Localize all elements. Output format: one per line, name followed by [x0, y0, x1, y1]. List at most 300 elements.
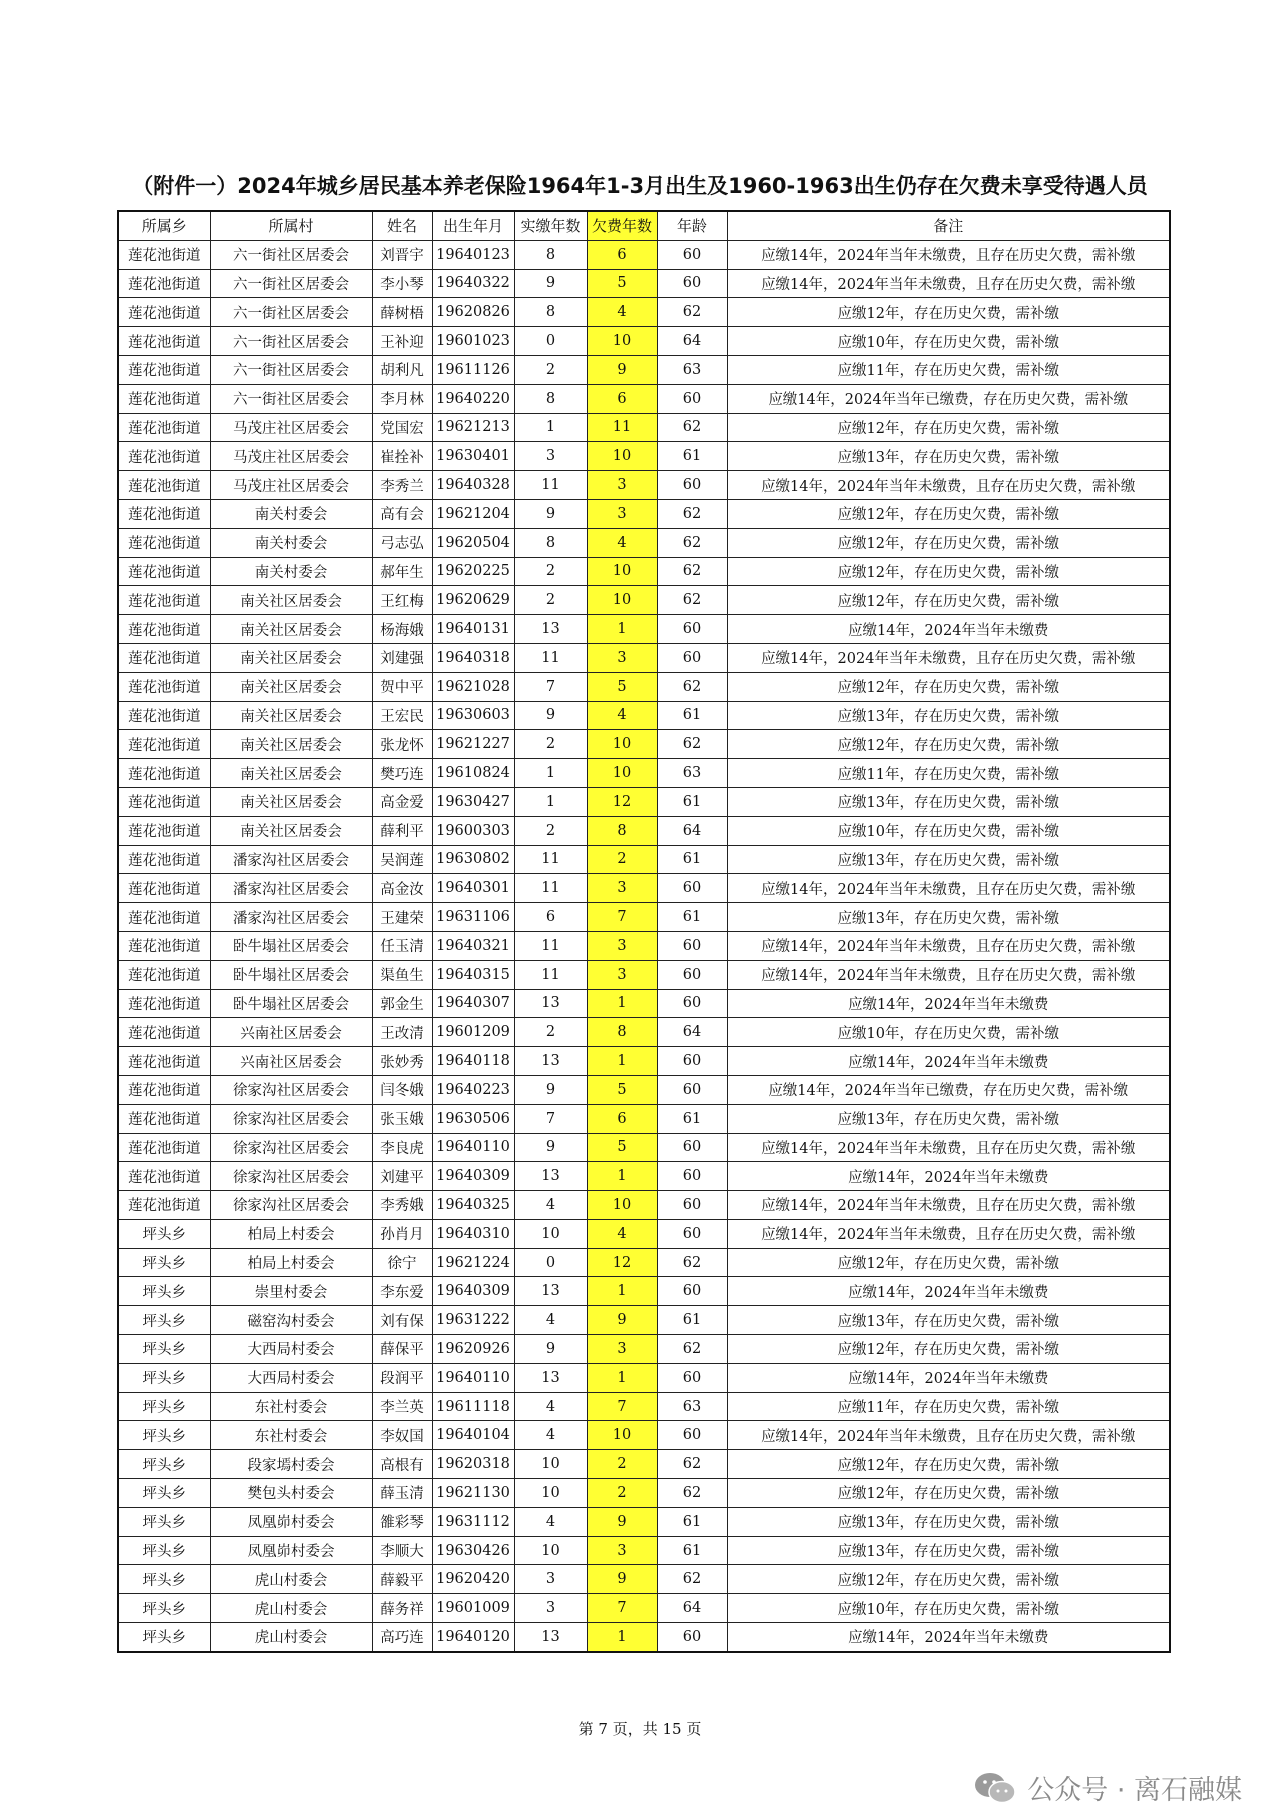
cell-village: 崇里村委会: [210, 1277, 372, 1306]
cell-paid-years: 2: [514, 730, 587, 759]
cell-name: 王改清: [372, 1018, 432, 1047]
cell-remarks: 应缴10年，存在历史欠费，需补缴: [727, 327, 1170, 356]
cell-village: 徐家沟社区居委会: [210, 1133, 372, 1162]
cell-remarks: 应缴14年，2024年当年未缴费，且存在历史欠费，需补缴: [727, 1191, 1170, 1220]
cell-paid-years: 2: [514, 355, 587, 384]
col-header-village: 所属村: [210, 211, 372, 240]
cell-age: 62: [657, 586, 727, 615]
cell-name: 王宏民: [372, 701, 432, 730]
cell-name: 李良虎: [372, 1133, 432, 1162]
cell-birth: 19640322: [432, 269, 514, 298]
cell-name: 吴润莲: [372, 845, 432, 874]
cell-remarks: 应缴14年，2024年当年未缴费: [727, 615, 1170, 644]
cell-paid-years: 4: [514, 1392, 587, 1421]
cell-birth: 19640321: [432, 931, 514, 960]
cell-birth: 19640131: [432, 615, 514, 644]
cell-name: 雒彩琴: [372, 1507, 432, 1536]
cell-birth: 19630506: [432, 1104, 514, 1133]
cell-arrears-years: 1: [587, 1277, 657, 1306]
watermark-text: 公众号 · 离石融媒: [1027, 1775, 1242, 1806]
cell-age: 62: [657, 1450, 727, 1479]
cell-name: 党国宏: [372, 413, 432, 442]
table-row: [118, 586, 1170, 615]
cell-township: 莲花池街道: [118, 787, 210, 816]
cell-birth: 19640318: [432, 643, 514, 672]
cell-township: 莲花池街道: [118, 989, 210, 1018]
cell-village: 段家墕村委会: [210, 1450, 372, 1479]
cell-township: 莲花池街道: [118, 1133, 210, 1162]
cell-township: 莲花池街道: [118, 874, 210, 903]
table-row: [118, 1623, 1170, 1652]
cell-birth: 19620629: [432, 586, 514, 615]
cell-birth: 19621213: [432, 413, 514, 442]
table-row: [118, 413, 1170, 442]
cell-village: 六一街社区居委会: [210, 327, 372, 356]
cell-name: 刘建平: [372, 1162, 432, 1191]
cell-paid-years: 13: [514, 989, 587, 1018]
cell-age: 62: [657, 499, 727, 528]
cell-name: 王红梅: [372, 586, 432, 615]
cell-name: 高金爱: [372, 787, 432, 816]
cell-arrears-years: 4: [587, 1219, 657, 1248]
cell-township: 坪头乡: [118, 1277, 210, 1306]
cell-name: 郝年生: [372, 557, 432, 586]
cell-remarks: 应缴12年，存在历史欠费，需补缴: [727, 730, 1170, 759]
cell-arrears-years: 1: [587, 989, 657, 1018]
cell-paid-years: 13: [514, 1162, 587, 1191]
table-row: [118, 787, 1170, 816]
cell-village: 兴南社区居委会: [210, 1047, 372, 1076]
cell-paid-years: 13: [514, 1623, 587, 1652]
cell-arrears-years: 10: [587, 327, 657, 356]
cell-birth: 19621130: [432, 1479, 514, 1508]
cell-age: 62: [657, 298, 727, 327]
cell-name: 李东爱: [372, 1277, 432, 1306]
cell-township: 坪头乡: [118, 1623, 210, 1652]
table-row: [118, 989, 1170, 1018]
cell-village: 卧牛塌社区居委会: [210, 931, 372, 960]
table-row: [118, 730, 1170, 759]
cell-name: 李兰英: [372, 1392, 432, 1421]
cell-arrears-years: 6: [587, 1104, 657, 1133]
table-row: [118, 1479, 1170, 1508]
cell-birth: 19640301: [432, 874, 514, 903]
cell-age: 62: [657, 413, 727, 442]
cell-arrears-years: 4: [587, 528, 657, 557]
cell-name: 闫冬娥: [372, 1075, 432, 1104]
cell-remarks: 应缴13年，存在历史欠费，需补缴: [727, 442, 1170, 471]
cell-arrears-years: 10: [587, 759, 657, 788]
cell-arrears-years: 5: [587, 269, 657, 298]
cell-birth: 19621224: [432, 1248, 514, 1277]
cell-arrears-years: 1: [587, 1162, 657, 1191]
cell-paid-years: 6: [514, 903, 587, 932]
cell-village: 南关社区居委会: [210, 586, 372, 615]
cell-birth: 19621227: [432, 730, 514, 759]
cell-paid-years: 9: [514, 1133, 587, 1162]
cell-name: 李奴国: [372, 1421, 432, 1450]
cell-paid-years: 8: [514, 384, 587, 413]
cell-village: 南关社区居委会: [210, 816, 372, 845]
wechat-icon: [973, 1771, 1017, 1805]
cell-township: 坪头乡: [118, 1248, 210, 1277]
cell-paid-years: 2: [514, 1018, 587, 1047]
cell-township: 莲花池街道: [118, 384, 210, 413]
cell-birth: 19611118: [432, 1392, 514, 1421]
cell-paid-years: 11: [514, 643, 587, 672]
cell-age: 63: [657, 1392, 727, 1421]
cell-arrears-years: 7: [587, 903, 657, 932]
cell-name: 李小琴: [372, 269, 432, 298]
cell-name: 贺中平: [372, 672, 432, 701]
cell-paid-years: 13: [514, 1047, 587, 1076]
cell-name: 薛玉清: [372, 1479, 432, 1508]
cell-paid-years: 13: [514, 615, 587, 644]
table-row: [118, 1507, 1170, 1536]
cell-name: 孙肖月: [372, 1219, 432, 1248]
cell-paid-years: 0: [514, 327, 587, 356]
cell-paid-years: 4: [514, 1191, 587, 1220]
cell-village: 虎山村委会: [210, 1594, 372, 1623]
cell-name: 樊巧连: [372, 759, 432, 788]
cell-arrears-years: 10: [587, 557, 657, 586]
cell-name: 王补迎: [372, 327, 432, 356]
col-header-age: 年龄: [657, 211, 727, 240]
table-row: [118, 701, 1170, 730]
cell-remarks: 应缴14年，2024年当年未缴费，且存在历史欠费，需补缴: [727, 471, 1170, 500]
col-header-name: 姓名: [372, 211, 432, 240]
cell-village: 南关社区居委会: [210, 759, 372, 788]
cell-name: 李月林: [372, 384, 432, 413]
cell-arrears-years: 2: [587, 1479, 657, 1508]
cell-paid-years: 9: [514, 269, 587, 298]
cell-paid-years: 8: [514, 298, 587, 327]
cell-arrears-years: 3: [587, 931, 657, 960]
table-row: [118, 355, 1170, 384]
cell-village: 六一街社区居委会: [210, 355, 372, 384]
cell-township: 坪头乡: [118, 1565, 210, 1594]
cell-age: 62: [657, 1335, 727, 1364]
cell-name: 胡利凡: [372, 355, 432, 384]
arrears-table: [117, 210, 1171, 1653]
col-header-remarks: 备注: [727, 211, 1170, 240]
cell-birth: 19630401: [432, 442, 514, 471]
cell-remarks: 应缴13年，存在历史欠费，需补缴: [727, 787, 1170, 816]
cell-village: 卧牛塌社区居委会: [210, 989, 372, 1018]
cell-birth: 19620225: [432, 557, 514, 586]
cell-remarks: 应缴14年，2024年当年未缴费，且存在历史欠费，需补缴: [727, 931, 1170, 960]
cell-name: 郭金生: [372, 989, 432, 1018]
cell-name: 崔拴补: [372, 442, 432, 471]
cell-village: 六一街社区居委会: [210, 269, 372, 298]
cell-age: 64: [657, 327, 727, 356]
cell-arrears-years: 3: [587, 874, 657, 903]
table-row: [118, 471, 1170, 500]
cell-paid-years: 2: [514, 586, 587, 615]
cell-age: 62: [657, 730, 727, 759]
table-body: [118, 240, 1170, 1652]
cell-village: 大西局村委会: [210, 1335, 372, 1364]
table-row: [118, 499, 1170, 528]
table-row: [118, 1392, 1170, 1421]
cell-paid-years: 11: [514, 931, 587, 960]
cell-age: 61: [657, 1536, 727, 1565]
cell-village: 徐家沟社区居委会: [210, 1104, 372, 1133]
cell-age: 62: [657, 1565, 727, 1594]
cell-paid-years: 9: [514, 1335, 587, 1364]
cell-birth: 19600303: [432, 816, 514, 845]
cell-township: 莲花池街道: [118, 730, 210, 759]
cell-name: 渠鱼生: [372, 960, 432, 989]
cell-remarks: 应缴14年，2024年当年未缴费，且存在历史欠费，需补缴: [727, 874, 1170, 903]
cell-township: 坪头乡: [118, 1594, 210, 1623]
cell-township: 莲花池街道: [118, 528, 210, 557]
cell-arrears-years: 2: [587, 845, 657, 874]
table-row: [118, 1075, 1170, 1104]
cell-birth: 19640123: [432, 240, 514, 269]
cell-age: 64: [657, 816, 727, 845]
cell-remarks: 应缴14年，2024年当年已缴费，存在历史欠费，需补缴: [727, 1075, 1170, 1104]
cell-birth: 19640315: [432, 960, 514, 989]
cell-birth: 19610824: [432, 759, 514, 788]
cell-township: 坪头乡: [118, 1392, 210, 1421]
cell-village: 凤凰峁村委会: [210, 1536, 372, 1565]
cell-birth: 19640220: [432, 384, 514, 413]
table-row: [118, 845, 1170, 874]
table-row: [118, 1133, 1170, 1162]
cell-age: 60: [657, 269, 727, 298]
cell-township: 莲花池街道: [118, 845, 210, 874]
cell-paid-years: 7: [514, 1104, 587, 1133]
table-row: [118, 1219, 1170, 1248]
cell-arrears-years: 3: [587, 960, 657, 989]
cell-arrears-years: 3: [587, 1335, 657, 1364]
cell-age: 60: [657, 1191, 727, 1220]
cell-village: 东社村委会: [210, 1392, 372, 1421]
table-row: [118, 298, 1170, 327]
cell-township: 莲花池街道: [118, 298, 210, 327]
cell-paid-years: 11: [514, 471, 587, 500]
cell-name: 高有会: [372, 499, 432, 528]
cell-village: 徐家沟社区居委会: [210, 1075, 372, 1104]
cell-birth: 19620504: [432, 528, 514, 557]
cell-birth: 19630427: [432, 787, 514, 816]
cell-paid-years: 10: [514, 1219, 587, 1248]
page-title: （附件一）2024年城乡居民基本养老保险1964年1-3月出生及1960-1963出生仍存在欠费未享受待遇人员: [132, 174, 1148, 198]
cell-name: 王建荣: [372, 903, 432, 932]
cell-arrears-years: 8: [587, 1018, 657, 1047]
cell-age: 61: [657, 1104, 727, 1133]
cell-paid-years: 13: [514, 1363, 587, 1392]
cell-remarks: 应缴12年，存在历史欠费，需补缴: [727, 1335, 1170, 1364]
cell-paid-years: 3: [514, 442, 587, 471]
cell-age: 62: [657, 1479, 727, 1508]
page-number: 第 7 页，共 15 页: [578, 1720, 702, 1738]
cell-village: 兴南社区居委会: [210, 1018, 372, 1047]
cell-remarks: 应缴14年，2024年当年已缴费，存在历史欠费，需补缴: [727, 384, 1170, 413]
cell-birth: 19640104: [432, 1421, 514, 1450]
cell-birth: 19620826: [432, 298, 514, 327]
table-row: [118, 1162, 1170, 1191]
cell-township: 坪头乡: [118, 1306, 210, 1335]
cell-age: 61: [657, 903, 727, 932]
cell-age: 60: [657, 1075, 727, 1104]
cell-arrears-years: 9: [587, 1565, 657, 1594]
cell-arrears-years: 7: [587, 1594, 657, 1623]
table-row: [118, 903, 1170, 932]
cell-arrears-years: 3: [587, 471, 657, 500]
cell-birth: 19601009: [432, 1594, 514, 1623]
cell-name: 任玉清: [372, 931, 432, 960]
table-row: [118, 1536, 1170, 1565]
cell-remarks: 应缴14年，2024年当年未缴费，且存在历史欠费，需补缴: [727, 1133, 1170, 1162]
cell-remarks: 应缴10年，存在历史欠费，需补缴: [727, 1018, 1170, 1047]
cell-village: 樊包头村委会: [210, 1479, 372, 1508]
cell-remarks: 应缴14年，2024年当年未缴费，且存在历史欠费，需补缴: [727, 960, 1170, 989]
cell-village: 南关社区居委会: [210, 643, 372, 672]
cell-age: 60: [657, 643, 727, 672]
cell-township: 莲花池街道: [118, 672, 210, 701]
cell-arrears-years: 9: [587, 355, 657, 384]
cell-village: 马茂庄社区居委会: [210, 442, 372, 471]
cell-remarks: 应缴12年，存在历史欠费，需补缴: [727, 499, 1170, 528]
cell-remarks: 应缴13年，存在历史欠费，需补缴: [727, 1536, 1170, 1565]
cell-age: 60: [657, 1363, 727, 1392]
cell-arrears-years: 12: [587, 1248, 657, 1277]
cell-age: 61: [657, 845, 727, 874]
table-row: [118, 384, 1170, 413]
cell-paid-years: 11: [514, 845, 587, 874]
cell-remarks: 应缴12年，存在历史欠费，需补缴: [727, 298, 1170, 327]
cell-birth: 19640120: [432, 1623, 514, 1652]
cell-village: 六一街社区居委会: [210, 298, 372, 327]
cell-remarks: 应缴12年，存在历史欠费，需补缴: [727, 672, 1170, 701]
table-row: [118, 1450, 1170, 1479]
cell-village: 南关社区居委会: [210, 787, 372, 816]
cell-village: 虎山村委会: [210, 1623, 372, 1652]
cell-village: 南关社区居委会: [210, 615, 372, 644]
cell-paid-years: 3: [514, 1565, 587, 1594]
cell-age: 62: [657, 672, 727, 701]
cell-township: 坪头乡: [118, 1479, 210, 1508]
cell-township: 莲花池街道: [118, 471, 210, 500]
table-row: [118, 1594, 1170, 1623]
cell-village: 潘家沟社区居委会: [210, 874, 372, 903]
cell-age: 60: [657, 240, 727, 269]
cell-birth: 19621204: [432, 499, 514, 528]
cell-village: 凤凰峁村委会: [210, 1507, 372, 1536]
cell-township: 莲花池街道: [118, 413, 210, 442]
cell-name: 杨海娥: [372, 615, 432, 644]
cell-village: 大西局村委会: [210, 1363, 372, 1392]
cell-remarks: 应缴13年，存在历史欠费，需补缴: [727, 845, 1170, 874]
cell-name: 李秀娥: [372, 1191, 432, 1220]
cell-arrears-years: 10: [587, 586, 657, 615]
cell-paid-years: 4: [514, 1306, 587, 1335]
cell-arrears-years: 1: [587, 615, 657, 644]
cell-age: 60: [657, 931, 727, 960]
cell-age: 60: [657, 1219, 727, 1248]
cell-arrears-years: 3: [587, 499, 657, 528]
cell-township: 坪头乡: [118, 1421, 210, 1450]
cell-arrears-years: 6: [587, 240, 657, 269]
cell-age: 62: [657, 1248, 727, 1277]
cell-arrears-years: 3: [587, 643, 657, 672]
cell-arrears-years: 2: [587, 1450, 657, 1479]
table-row: [118, 960, 1170, 989]
cell-age: 61: [657, 1507, 727, 1536]
cell-village: 马茂庄社区居委会: [210, 413, 372, 442]
cell-paid-years: 8: [514, 528, 587, 557]
cell-remarks: 应缴13年，存在历史欠费，需补缴: [727, 1104, 1170, 1133]
table-row: [118, 1363, 1170, 1392]
table-row: [118, 269, 1170, 298]
cell-birth: 19640309: [432, 1277, 514, 1306]
cell-remarks: 应缴10年，存在历史欠费，需补缴: [727, 816, 1170, 845]
cell-village: 南关社区居委会: [210, 701, 372, 730]
cell-birth: 19640328: [432, 471, 514, 500]
cell-name: 弓志弘: [372, 528, 432, 557]
cell-paid-years: 3: [514, 1594, 587, 1623]
cell-age: 60: [657, 1133, 727, 1162]
cell-arrears-years: 11: [587, 413, 657, 442]
cell-remarks: 应缴12年，存在历史欠费，需补缴: [727, 528, 1170, 557]
cell-paid-years: 0: [514, 1248, 587, 1277]
cell-village: 虎山村委会: [210, 1565, 372, 1594]
cell-arrears-years: 6: [587, 384, 657, 413]
cell-township: 坪头乡: [118, 1363, 210, 1392]
cell-birth: 19620420: [432, 1565, 514, 1594]
cell-village: 南关村委会: [210, 528, 372, 557]
cell-birth: 19631112: [432, 1507, 514, 1536]
cell-remarks: 应缴14年，2024年当年未缴费: [727, 989, 1170, 1018]
cell-township: 莲花池街道: [118, 1104, 210, 1133]
cell-arrears-years: 10: [587, 1421, 657, 1450]
cell-name: 高巧连: [372, 1623, 432, 1652]
cell-village: 南关村委会: [210, 557, 372, 586]
cell-township: 莲花池街道: [118, 327, 210, 356]
cell-village: 东社村委会: [210, 1421, 372, 1450]
cell-age: 64: [657, 1018, 727, 1047]
cell-birth: 19640110: [432, 1133, 514, 1162]
cell-village: 潘家沟社区居委会: [210, 845, 372, 874]
cell-paid-years: 11: [514, 960, 587, 989]
cell-age: 64: [657, 1594, 727, 1623]
cell-birth: 19640223: [432, 1075, 514, 1104]
table-row: [118, 1248, 1170, 1277]
cell-remarks: 应缴11年，存在历史欠费，需补缴: [727, 759, 1170, 788]
cell-arrears-years: 1: [587, 1047, 657, 1076]
cell-age: 60: [657, 615, 727, 644]
table-row: [118, 327, 1170, 356]
cell-arrears-years: 3: [587, 1536, 657, 1565]
col-header-birth: 出生年月: [432, 211, 514, 240]
cell-name: 薛利平: [372, 816, 432, 845]
cell-remarks: 应缴11年，存在历史欠费，需补缴: [727, 1392, 1170, 1421]
cell-name: 薛务祥: [372, 1594, 432, 1623]
cell-name: 刘晋宇: [372, 240, 432, 269]
cell-age: 63: [657, 355, 727, 384]
cell-township: 莲花池街道: [118, 269, 210, 298]
table-row: [118, 528, 1170, 557]
cell-birth: 19631106: [432, 903, 514, 932]
cell-birth: 19611126: [432, 355, 514, 384]
cell-remarks: 应缴11年，存在历史欠费，需补缴: [727, 355, 1170, 384]
cell-township: 莲花池街道: [118, 442, 210, 471]
table-row: [118, 240, 1170, 269]
cell-age: 60: [657, 960, 727, 989]
cell-arrears-years: 4: [587, 298, 657, 327]
